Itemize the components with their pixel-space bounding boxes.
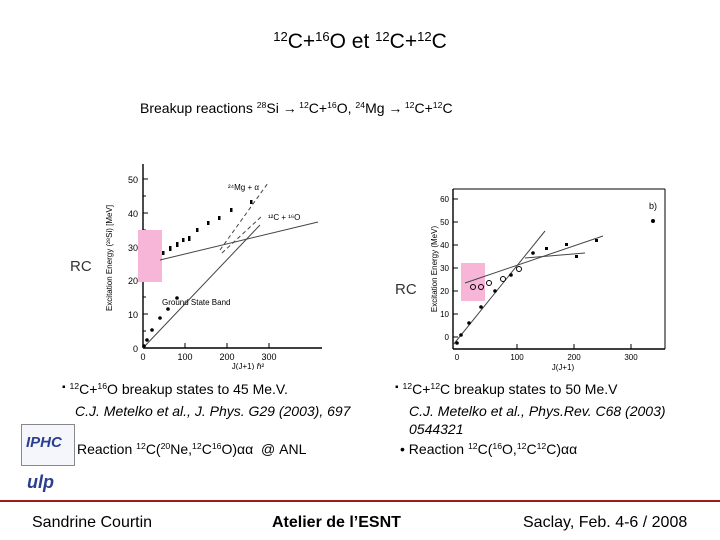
note-part: 12 — [467, 441, 478, 452]
right-resonance-line — [465, 236, 603, 283]
right-y-tick: 0 — [444, 333, 449, 342]
subtitle-part: 24 — [355, 100, 366, 111]
subtitle-part: Breakup reactions — [140, 100, 257, 116]
rc-point — [230, 208, 233, 212]
rc-point — [196, 228, 199, 232]
rc-point — [207, 221, 210, 225]
left-plot-figure — [100, 158, 325, 370]
gsb-point — [158, 316, 162, 320]
left-x-tick: 0 — [140, 352, 146, 362]
note-part: O, — [502, 441, 517, 457]
footer-author: Sandrine Courtin — [32, 514, 153, 531]
c-o-threshold-line — [222, 216, 262, 253]
right-point — [455, 341, 459, 345]
left-x-tick: 300 — [261, 352, 277, 362]
arrow-icon: → — [282, 100, 297, 116]
note-part: C( — [145, 441, 161, 457]
left-plot-lines — [143, 183, 318, 348]
rc-point — [250, 200, 253, 204]
subtitle-part: 12 — [402, 100, 415, 111]
right-x-tick: 300 — [624, 353, 638, 362]
subtitle-part: C — [442, 100, 453, 116]
subtitle-part: 28 — [256, 100, 267, 111]
left-rc-highlight — [138, 230, 162, 282]
right-citation: C.J. Metelko et al., Phys.Rev. C68 (2003) — [409, 403, 666, 419]
right-y-label: Excitation Energy (MeV) — [430, 225, 439, 313]
note-part: 20 — [160, 441, 171, 452]
left-x-label: J(J+1) ℏ² — [231, 362, 265, 370]
note-part: C — [526, 441, 537, 457]
right-rc-label: RC — [395, 281, 417, 298]
left-y-tick: 40 — [127, 209, 138, 219]
left-x-tick: 200 — [219, 352, 235, 362]
note-part: 12 — [516, 441, 527, 452]
subtitle-part: Mg — [365, 100, 389, 116]
arrow-icon: → — [388, 100, 403, 116]
alpha-glyphs: αα — [237, 441, 254, 457]
left-y-tick: 30 — [127, 243, 138, 253]
note-part: 16 — [211, 441, 222, 452]
right-open-point — [487, 281, 492, 286]
right-plot-figure — [425, 183, 670, 373]
subtitle-part: 16 — [327, 100, 337, 111]
title-part: C+ — [389, 30, 418, 53]
right-square-point — [565, 243, 568, 246]
note-part: Reaction — [408, 441, 468, 457]
right-point — [467, 321, 471, 325]
right-point — [531, 251, 535, 255]
right-point — [459, 333, 463, 337]
right-square-point — [575, 255, 578, 258]
right-citation-number: 0544321 — [409, 421, 464, 437]
title-part: C+ — [287, 30, 316, 53]
left-reaction — [77, 441, 306, 457]
title-part: 12 — [417, 28, 432, 44]
left-y-tick: 20 — [127, 276, 138, 286]
slide-title — [0, 30, 720, 54]
left-citation: C.J. Metelko et al., J. Phys. G29 (2003), 697 — [75, 403, 351, 419]
footer-divider — [0, 500, 720, 502]
right-open-point — [517, 267, 522, 272]
subtitle-part: C+ — [414, 100, 433, 116]
note-part: @ ANL — [253, 441, 307, 457]
note-part: 16 — [97, 381, 108, 392]
note-part: 12 — [536, 441, 547, 452]
ulp-logo — [21, 470, 73, 500]
subtitle-part: 12 — [296, 100, 309, 111]
rc-point — [218, 216, 221, 220]
left-y-tick: 0 — [132, 344, 138, 354]
rc-point — [188, 236, 191, 241]
iphc-logo — [21, 424, 75, 466]
bullet-icon: ▪ — [62, 382, 66, 393]
title-part: 12 — [375, 28, 390, 44]
right-point — [479, 305, 483, 309]
note-part: C — [201, 441, 212, 457]
footer-place: Saclay, Feb. 4-6 / 2008 — [523, 514, 688, 531]
left-plot-axes — [105, 164, 322, 370]
right-y-tick: 20 — [440, 287, 449, 296]
right-plot-points — [455, 219, 655, 345]
gsb-point — [142, 344, 146, 348]
subtitle-part: 12 — [432, 100, 443, 111]
mg-alpha-annotation: ²⁴Mg + α — [228, 183, 259, 192]
slide-subtitle — [140, 100, 453, 116]
right-x-tick: 0 — [454, 353, 460, 362]
right-rc-highlight — [461, 263, 485, 301]
note-part: C+ — [79, 381, 98, 397]
right-open-point — [501, 277, 506, 282]
right-note-line1 — [395, 381, 617, 397]
right-point — [509, 273, 513, 277]
note-part: 12 — [192, 441, 202, 452]
rc-point — [169, 246, 172, 251]
right-y-tick: 30 — [440, 264, 449, 273]
rc-point — [176, 242, 179, 247]
note-part: Ne, — [170, 441, 193, 457]
right-square-point — [595, 239, 598, 242]
bullet-icon: • — [400, 441, 405, 457]
left-note-line1 — [62, 381, 288, 397]
bullet-icon: ▪ — [395, 382, 399, 393]
note-part: 12 — [402, 381, 413, 392]
note-part: 12 — [430, 381, 441, 392]
right-x-label: J(J+1) — [551, 363, 575, 372]
iphc-logo-text: IPHC — [26, 434, 62, 451]
note-part: C) — [546, 441, 562, 457]
right-y-tick: 10 — [440, 310, 449, 319]
note-part: 12 — [69, 381, 80, 392]
left-x-tick: 100 — [177, 352, 193, 362]
right-panel-label: b) — [649, 201, 658, 211]
title-part: 12 — [273, 28, 288, 44]
right-y-tick: 60 — [440, 195, 449, 204]
note-part: C breakup states to 50 Me.V — [440, 381, 618, 397]
rc-point — [182, 238, 185, 242]
gsb-point — [166, 307, 170, 311]
subtitle-part: C+ — [308, 100, 328, 116]
title-part: C — [431, 30, 447, 53]
title-part: O et — [329, 30, 376, 53]
subtitle-part: O, — [336, 100, 356, 116]
right-point — [651, 219, 655, 223]
left-y-label: Excitation Energy (²⁸Si) [MeV] — [105, 204, 114, 312]
c-o-annotation: ¹²C + ¹⁶O — [268, 213, 301, 222]
left-y-tick: 10 — [127, 310, 138, 320]
note-part: O) — [221, 441, 238, 457]
right-x-tick: 200 — [567, 353, 581, 362]
note-part: O breakup states to 45 Me.V. — [107, 381, 288, 397]
gsb-point — [150, 328, 154, 332]
note-part: C( — [477, 441, 493, 457]
right-square-point — [545, 247, 548, 250]
note-part: Reaction — [77, 441, 137, 457]
footer-event: Atelier de l’ESNT — [272, 514, 401, 531]
note-part: 16 — [492, 441, 503, 452]
rc-point — [162, 251, 165, 255]
ground-state-band-annotation: Ground State Band — [162, 298, 231, 307]
subtitle-part: Si — [266, 100, 283, 116]
right-reaction — [400, 441, 577, 457]
gsb-point — [145, 338, 149, 342]
note-part: C+ — [412, 381, 431, 397]
title-part: 16 — [315, 28, 330, 44]
left-rc-label: RC — [70, 258, 92, 275]
note-part: 12 — [136, 441, 146, 452]
right-y-tick: 50 — [440, 218, 449, 227]
right-x-tick: 100 — [510, 353, 524, 362]
right-y-tick: 40 — [440, 241, 449, 250]
ulp-logo-text: ulp — [27, 472, 54, 492]
right-point — [493, 289, 497, 293]
left-y-tick: 50 — [127, 175, 138, 185]
alpha-glyphs: αα — [561, 441, 578, 457]
